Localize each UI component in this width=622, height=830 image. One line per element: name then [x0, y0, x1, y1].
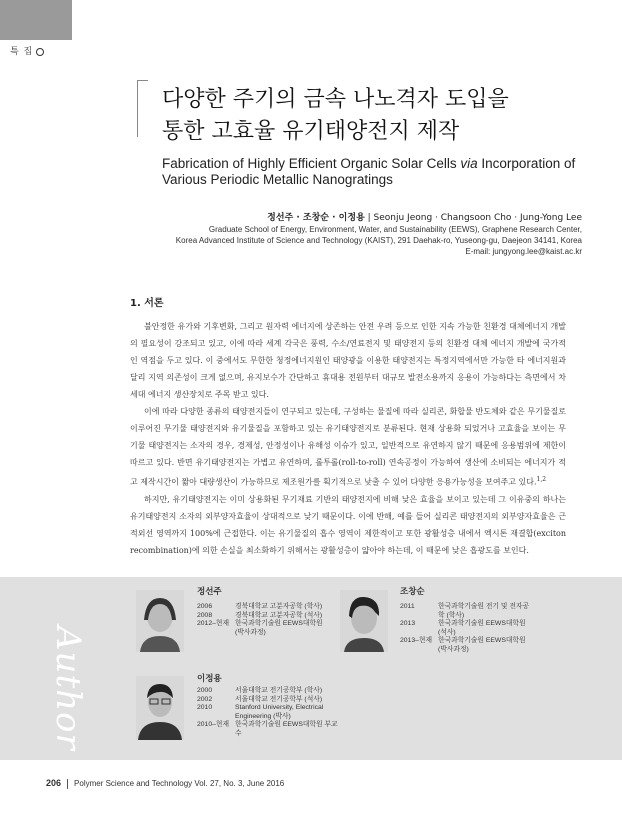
title-korean-line-2: 통한 고효율 유기태양전지 제작 — [162, 119, 460, 144]
email-link[interactable]: E-mail: jungyong.lee@kaist.ac.kr — [465, 247, 582, 256]
affiliation: Graduate School of Energy, Environment, Water, and Sustainability (EEWS), Graphene Research Center, Korea Advanced Institute of Science and Technology (KAIST), 291 Daehak-ro, Yuseong-gu, Daejeon 34141, Korea E-mail: jungyong.lee@kaist.ac.kr — [175, 225, 582, 256]
author-watermark: Author — [48, 626, 88, 751]
author-photo — [340, 590, 388, 652]
author-line: 정선주 · 조창순 · 이정용 | Seonju Jeong · Changsoon Cho · Jung-Yong Lee — [267, 213, 582, 223]
citation: 1,2 — [536, 476, 547, 483]
person-icon — [136, 676, 184, 740]
title-bracket — [137, 80, 148, 137]
page-number: 206 — [46, 778, 62, 788]
body-text — [130, 318, 566, 559]
person-icon — [136, 590, 184, 652]
paragraph: 하지만, 유기태양전지는 이미 상용화된 무기재료 기반의 태양전지에 비해 낮은 효율을 보이고 있는데 그 이유중의 하나는 유기태양전지 소자의 외부양자효율이 상대적으로 낮기 때문이다. 이에 반해, 예를 들어 실리콘 태양전지의 외부양자효율은 근적외선 영역까지 100%에 근접한다. 이는 유기물질의 흡수 영역이 제한적이고 또한 광활성층 내에서 엑시톤 재결합(exciton recombination)에 의한 손실을 최소화하기 위해서는 광활성층이 얇아야 하는데, 이 때문에 낮은 흡광도를 보인다. — [130, 494, 566, 555]
author-photo — [136, 590, 184, 652]
section-tag: 특 집 — [10, 44, 44, 57]
person-icon — [340, 590, 388, 652]
paragraph: 불안정한 유가와 기후변화, 그리고 원자력 에너지에 상존하는 안전 우려 등으로 인한 지속 가능한 친환경 대체에너지 개발의 필요성이 강조되고 있고, 이에 따라 세계 각국은 풍력, 수소/연료전지 및 태양전지 등의 친환경 대체 에너지 개발에 국가적인 역점을 두고 있다. 이 중에서도 무한한 청정에너지원인 태양광을 이용한 태양전지는 특정지역에서만 가능한 타 에너지원과 달리 지역 의존성이 크게 없으며, 유지보수가 간단하고 휴대용 전원부터 대규모 발전소용까지 응용이 가능하다는 측면에서 차세대 에너지 생산장치로 주목 받고 있다. — [130, 322, 566, 399]
bio-name: 조창순 — [400, 587, 425, 597]
title-korean-line-1: 다양한 주기의 금속 나노격자 도입을 — [162, 87, 509, 112]
author-photo — [136, 676, 184, 740]
bio-entries: 2006 경북대학교 고분자공학 (학사) 2008 경북대학교 고분자공학 (석사) 2012–현재 한국과학기술원 EEWS대학원 (박사과정) — [197, 603, 323, 636]
journal-info: Polymer Science and Technology Vol. 27, No. 3, June 2016 — [74, 779, 285, 788]
title-english: Fabrication of Highly Efficient Organic Solar Cells via Incorporation of Various Periodic Metallic Nanogratings — [162, 156, 576, 187]
page-footer — [46, 778, 284, 789]
bio-name: 정선주 — [197, 587, 222, 597]
title-korean — [162, 84, 602, 148]
section-heading: 1. 서론 — [130, 298, 164, 309]
circle-icon — [36, 48, 44, 56]
bio-entries: 2000 서울대학교 전기공학부 (학사) 2002 서울대학교 전기공학부 (석사) 2010 Stanford University, Electrical Engineering (박사) 2010–현재 한국과학기술원 EEWS대학원 부교수 — [197, 687, 338, 737]
bio-name: 이정용 — [197, 674, 222, 684]
paragraph: 이에 따라 다양한 종류의 태양전지들이 연구되고 있는데, 구성하는 물질에 따라 실리콘, 화합물 반도체와 같은 무기물질로 이루어진 무기물 태양전지와 유기물질을 포함하고 있는 유기태양전지로 분류된다. 현재 상용화 되었거나 고효율을 보이는 무기물 태양전지는 소자의 경우, 경제성, 안정성이나 유해성 이슈가 있고, 일반적으로 유연하지 않기 때문에 응용범위에 제한이 따르고 있다. 반면 유기태양전지는 가볍고 유연하며, 롤투롤(roll-to-roll) 연속공정이 가능하여 생산에 소비되는 에너지가 적고 제작시간이 짧아 대량생산이 가능하므로 제조원가를 획기적으로 낮출 수 있어 다양한 응용가능성을 보여주고 있다.$^{1,2}$ — [130, 407, 566, 487]
bio-entries: 2011 한국과학기술원 전기 및 전자공학 (학사) 2013 한국과학기술원 EEWS대학원 (석사) 2013–현재 한국과학기술원 EEWS대학원 (박사과정) — [400, 603, 530, 653]
header-tab-block — [0, 0, 72, 40]
